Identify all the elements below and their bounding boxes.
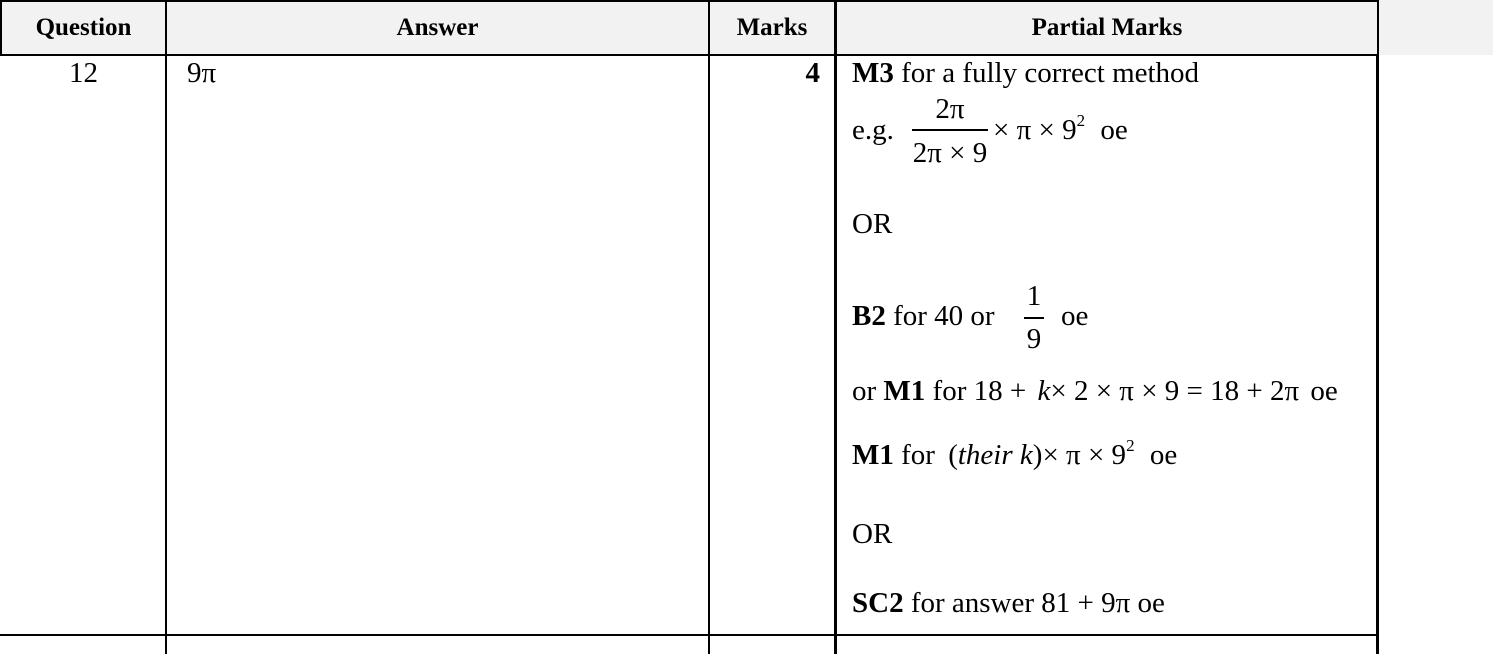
m1-second-description: for <box>901 439 935 471</box>
m1-second-their-k: their k <box>957 439 1033 471</box>
eg-exponent: 2 <box>1076 111 1086 130</box>
partial-b2-line <box>852 302 995 331</box>
header-partial-marks: Partial Marks <box>1031 14 1183 41</box>
b2-oe: oe <box>1061 300 1089 332</box>
header-right-border <box>1377 0 1379 56</box>
col-divider-1 <box>165 0 167 654</box>
m1-first-expression: × 2 × π × 9 = 18 + 2π <box>1050 375 1300 407</box>
b2-description: for 40 or <box>893 300 995 332</box>
m1-first-oe: oe <box>1310 375 1338 407</box>
table-right-border <box>1376 55 1379 654</box>
eg-label: e.g. <box>852 114 894 146</box>
partial-sc2-line <box>852 589 1165 618</box>
b2-fraction-numerator: 1 <box>1026 280 1042 312</box>
partial-m3-line <box>852 59 1199 88</box>
col-divider-3 <box>834 0 837 654</box>
mark-code-b2: B2 <box>852 300 886 332</box>
or-separator-1: OR <box>852 208 893 240</box>
mark-code-sc2: SC2 <box>852 587 904 619</box>
eg-expression-text: × π × 9 <box>993 114 1077 146</box>
or-word: or <box>852 375 877 407</box>
eg-fraction-bar <box>912 129 988 131</box>
eg-oe: oe <box>1100 114 1128 146</box>
m1-second-exponent: 2 <box>1126 436 1135 455</box>
header-answer: Answer <box>396 14 479 41</box>
question-number: 12 <box>69 57 98 89</box>
b2-fraction-bar <box>1024 317 1044 319</box>
m1-second-oe: oe <box>1149 439 1178 471</box>
row-bottom-border <box>0 634 1379 636</box>
m1-second-open-paren: ( <box>948 439 958 471</box>
m1-first-k: k <box>1037 375 1051 407</box>
mark-code-m3: M3 <box>852 57 894 89</box>
sc2-description: for answer 81 + 9π oe <box>910 587 1165 619</box>
m1-first-description: for 18 + <box>932 375 1027 407</box>
mark-code-m1-second: M1 <box>852 439 894 471</box>
partial-m1-second-line <box>852 436 1178 471</box>
mark-code-m1-first: M1 <box>883 375 926 407</box>
answer-value: 9π <box>187 57 217 89</box>
partial-m1-first-line <box>852 377 1338 406</box>
header-marks: Marks <box>736 14 808 41</box>
eg-fraction-denominator: 2π × 9 <box>912 137 988 169</box>
m1-second-expression: × π × 9 <box>1042 439 1127 471</box>
eg-fraction-numerator: 2π <box>935 93 965 125</box>
col-divider-2 <box>708 0 710 654</box>
m3-description: for a fully correct method <box>901 57 1200 89</box>
header-question: Question <box>35 14 132 41</box>
or-separator-2: OR <box>852 518 893 550</box>
marks-value: 4 <box>805 57 820 89</box>
eg-expression <box>993 111 1128 146</box>
b2-fraction-denominator: 9 <box>1026 323 1042 355</box>
m1-second-close-paren: ) <box>1032 439 1043 471</box>
